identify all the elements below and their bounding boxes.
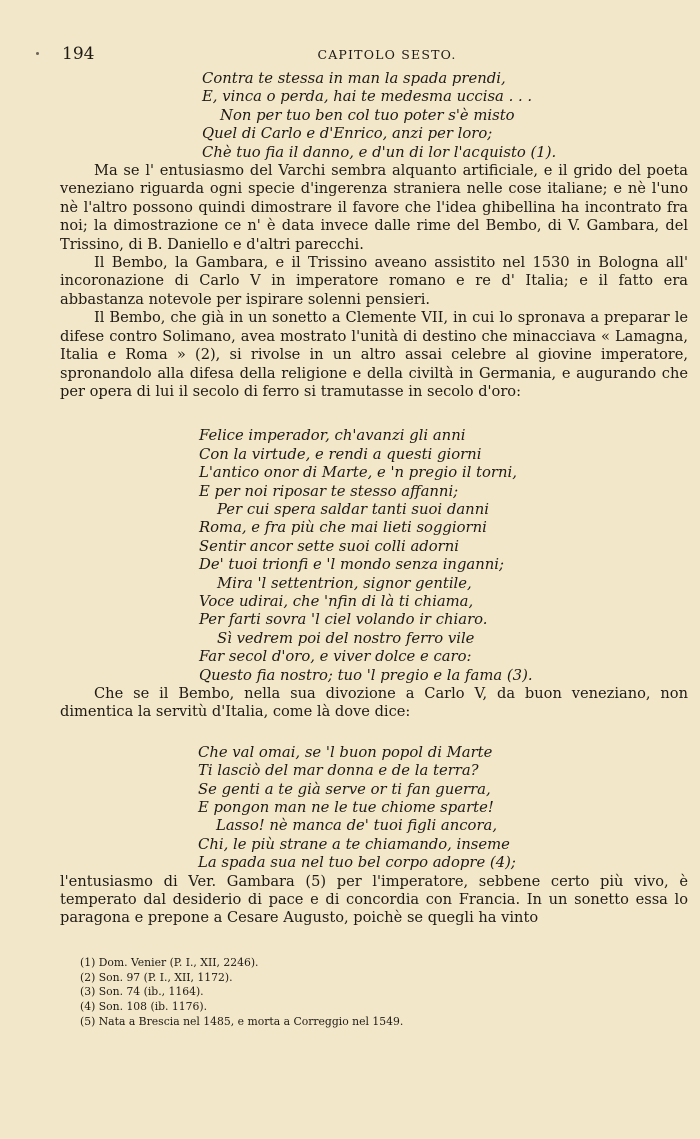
page-header [62, 44, 672, 66]
footnote: (4) Son. 108 (ib. 1176). [80, 1000, 208, 1014]
verse-line: Mira 'l settentrion, signor gentile, [217, 574, 472, 592]
verse-line: De' tuoi trionfi e 'l mondo senza inganni; [199, 556, 505, 574]
verse-block-bembo-canzone [60, 744, 688, 873]
verse-line: Sì vedrem poi del nostro ferro vile [217, 629, 475, 647]
verse-line: Contra te stessa in man la spada prendi, [202, 70, 506, 87]
verse-line: Quel di Carlo e d'Enrico, anzi per loro; [202, 125, 493, 143]
verse-line: Se genti a te già serve or ti fan guerra, [198, 780, 491, 798]
verse-line: Roma, e fra più che mai lieti soggiorni [199, 519, 487, 537]
verse-line: Lasso! nè manca de' tuoi figli ancora, [216, 817, 498, 835]
verse-line: Questo fia nostro; tuo 'l pregio e la fama (3). [199, 666, 533, 684]
verse-line: L'antico onor di Marte, e 'n pregio il torni, [199, 464, 517, 482]
verse-line: E per noi riposar te stesso affanni; [199, 482, 459, 500]
page-number: 194 [62, 44, 95, 64]
verse-line: E pongon man ne le tue chiome sparte! [198, 799, 494, 817]
verse-line: Far secol d'oro, e viver dolce e caro: [199, 648, 472, 666]
verse-block-venier [60, 70, 688, 162]
verse-line: Non per tuo ben col tuo poter s'è misto [220, 106, 515, 124]
verse-line: Sentir ancor sette suoi colli adorni [199, 537, 460, 555]
margin-mark [36, 52, 39, 55]
paragraph: Il Bembo, la Gambara, e il Trissino aveano assistito nel 1530 in Bologna all' incoronazione di Carlo V in imperatore romano e re d' Italia; e il fatto era abbastanza notevole per ispirare solenni pensieri. [60, 254, 688, 308]
verse-line: Chi, le più strane a te chiamando, inseme [198, 835, 510, 853]
paragraph: Il Bembo, che già in un sonetto a Clemente VII, in cui lo spronava a preparar le difese contro Solimano, avea mostrato l'unità di destino che minacciava « Lamagna, Italia e Roma » (2), si rivolse in un altro assai celebre al giovine imperatore, spronandolo alla difesa della religione e della civiltà in Germania, e augurando che per opera di lui il secolo di ferro si tramutasse in secolo d'oro: [60, 309, 688, 400]
verse-line: Chè tuo fia il danno, e d'un di lor l'acquisto (1). [202, 143, 557, 161]
footnotes [60, 956, 688, 1030]
footnote: (2) Son. 97 (P. I., XII, 1172). [80, 970, 233, 984]
verse-line: La spada sua nel tuo bel corpo adopre (4); [198, 854, 516, 872]
verse-line: Felice imperador, ch'avanzi gli anni [199, 427, 466, 445]
footnote: (3) Son. 74 (ib., 1164). [80, 985, 204, 999]
verse-line: Che val omai, se 'l buon popol di Marte [198, 743, 493, 761]
verse-line: Con la virtude, e rendi a questi giorni [199, 445, 482, 463]
verse-line: Voce udirai, che 'nfin di là ti chiama, [199, 592, 474, 610]
paragraph: l'entusiasmo di Ver. Gambara (5) per l'imperatore, sebbene certo più vivo, è temperato dal desiderio di pace e di concordia con Francia. In un sonetto essa lo paragona e prepone a Cesare Augusto, poichè se quegli ha vinto [60, 872, 688, 927]
verse-line: E, vinca o perda, hai te medesma uccisa . . . [202, 88, 533, 106]
paragraph: Che se il Bembo, nella sua divozione a Carlo V, da buon veneziano, non dimentica la servitù d'Italia, come là dove dice: [60, 685, 688, 721]
footnote: (5) Nata a Brescia nel 1485, e morta a Correggio nel 1549. [80, 1015, 404, 1029]
page-body [60, 70, 688, 1030]
paragraph: Ma se l' entusiasmo del Varchi sembra alquanto artificiale, e il grido del poeta veneziano riguarda ogni specie d'ingerenza straniera nelle cose italiane; e nè l'uno nè l'altro possono quindi dimostrare il favore che l'idea ghibellina ha incontrato fra noi; la dimostrazione ce n' è data invece dalle rime del Bembo, di V. Gambara, del Trissino, di B. Daniello e d'altri parecchi. [60, 162, 688, 253]
verse-line: Ti lasciò del mar donna e de la terra? [198, 762, 479, 780]
verse-line: Per cui spera saldar tanti suoi danni [217, 500, 489, 518]
verse-block-bembo-sonnet [60, 427, 688, 685]
footnote: (1) Dom. Venier (P. I., XII, 2246). [80, 955, 259, 969]
verse-line: Per farti sovra 'l ciel volando ir chiaro. [199, 611, 488, 629]
running-title: CAPITOLO SESTO. [317, 47, 457, 62]
